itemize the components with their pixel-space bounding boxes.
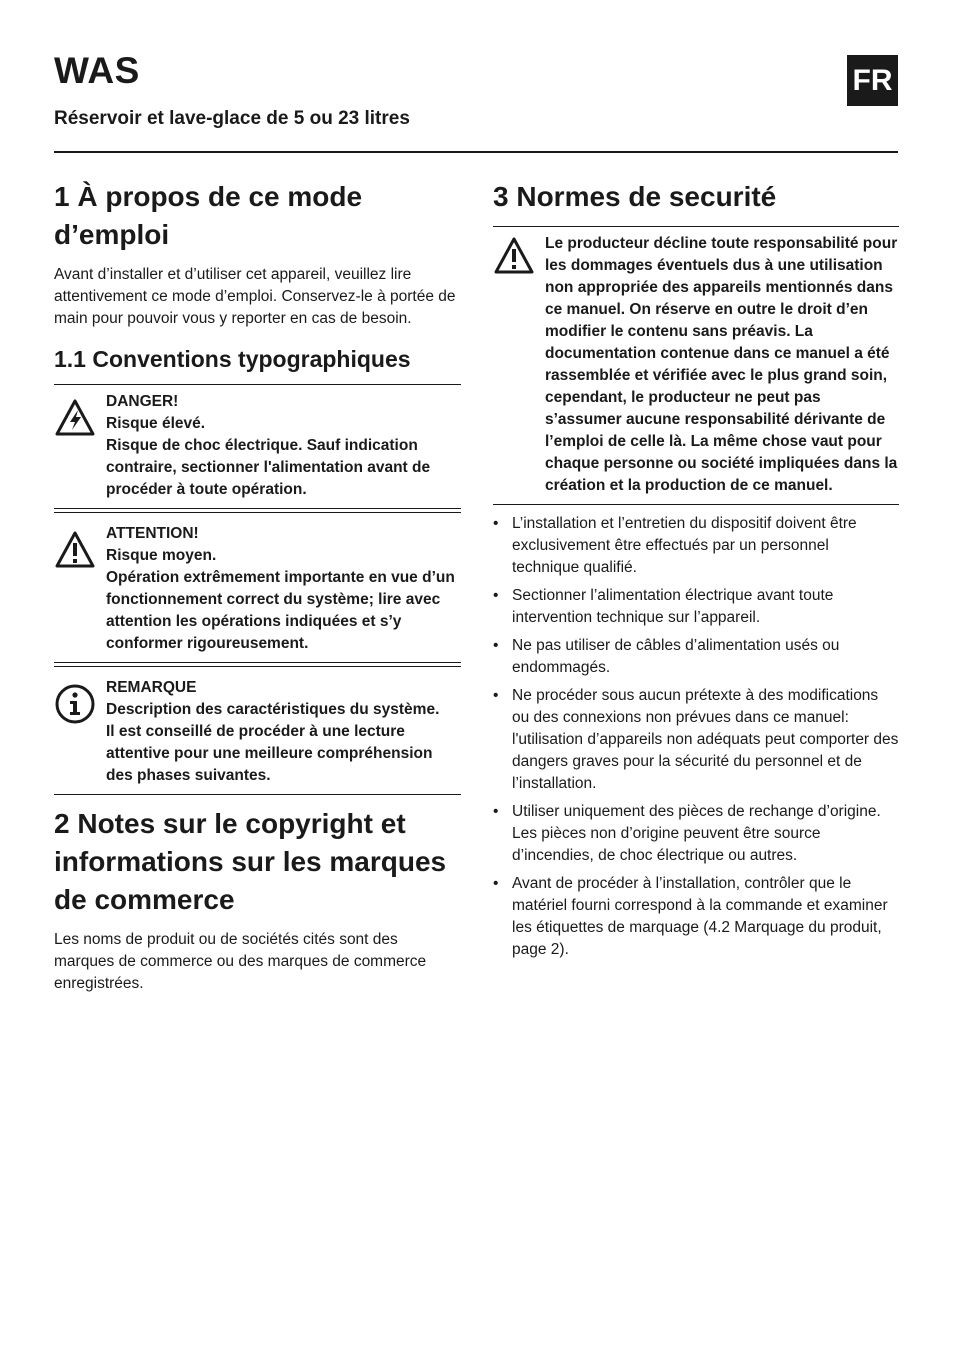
notice-level: Description des caractéristiques du système. — [106, 701, 440, 718]
section-1-1-heading: 1.1 Conventions typographiques — [54, 346, 411, 372]
notice-level: Risque élevé. — [106, 415, 206, 432]
section-1-body: Avant d’installer et d’utiliser cet appareil, veuillez lire attentivement ce mode d’emploi. Conservez-le à portée de main pour pouvoir vous y reporter en cas de besoin. — [54, 266, 456, 327]
notice-attention — [54, 517, 461, 662]
notice-level: Risque moyen. — [106, 547, 217, 564]
notice-label: REMARQUE — [106, 679, 197, 696]
left-column — [54, 178, 461, 995]
notice-text: Risque de choc électrique. Sauf indication contraire, sectionner l'alimentation avant de procéder à toute opération. — [106, 437, 431, 498]
header-divider — [54, 151, 898, 153]
notice-text: Opération extrêmement importante en vue d’un fonctionnement correct du système; lire avec attention les opérations indiquées et s’y conformer rigoureusement. — [106, 569, 455, 652]
notice-liability — [493, 227, 899, 504]
document-title: WAS — [54, 50, 140, 91]
list-item: • Sectionner l’alimentation électrique avant toute intervention technique sur l’appareil. — [493, 585, 899, 629]
section-3-heading: 3 Normes de securité — [493, 181, 777, 212]
list-item: • Ne pas utiliser de câbles d’alimentation usés ou endommagés. — [493, 635, 899, 679]
divider — [54, 512, 461, 513]
warning-icon — [493, 235, 535, 277]
notice-danger — [54, 385, 461, 508]
warning-icon — [54, 529, 96, 571]
list-item: • Utiliser uniquement des pièces de rechange d’origine. Les pièces non d’origine peuvent être source d’incendies, de choc électrique ou autres. — [493, 801, 899, 867]
list-item: • L’installation et l’entretien du dispositif doivent être exclusivement être effectués par un personnel technique qualifié. — [493, 513, 899, 579]
notice-remark — [54, 671, 461, 794]
notice-text: Il est conseillé de procéder à une lecture attentive pour une meilleure compréhension des phases suivantes. — [106, 723, 433, 784]
right-column — [493, 178, 899, 967]
divider — [54, 508, 461, 509]
notice-text: Le producteur décline toute responsabilité pour les dommages éventuels dus à une utilisation non appropriée des appareils mentionnés dans ce manuel. On réserve en outre le droit d’en modifier le contenu sans préavis. La documentation contenue dans ce manuel a été rassemblée et vérifiée avec le plus grand soin, cependant, le producteur ne peut pas s’assumer aucune responsabilité dérivante de l’emploi de celle là. La même chose vaut pour chaque personne ou société impliquées dans la création et la production de ce manuel. — [545, 235, 898, 494]
language-badge: FR — [847, 55, 898, 106]
section-1-heading: 1 À propos de ce mode d’emploi — [54, 181, 363, 250]
document-subtitle: Réservoir et lave-glace de 5 ou 23 litres — [54, 108, 410, 129]
divider — [54, 666, 461, 667]
electric-hazard-icon — [54, 397, 96, 439]
divider — [54, 794, 461, 795]
section-2-body: Les noms de produit ou de sociétés cités sont des marques de commerce ou des marques de commerce enregistrées. — [54, 931, 427, 992]
list-item: • Ne procéder sous aucun prétexte à des modifications ou des connexions non prévues dans ce manuel: l'utilisation d’appareils non adéquats peut comporter des dangers graves pour la sécurité du personnel et de l’installation. — [493, 685, 899, 795]
divider — [54, 662, 461, 663]
notice-label: DANGER! — [106, 393, 179, 410]
section-2-heading: 2 Notes sur le copyright et informations sur les marques de commerce — [54, 808, 447, 915]
divider — [493, 504, 899, 505]
info-icon — [54, 683, 96, 725]
safety-list — [493, 513, 899, 961]
notice-label: ATTENTION! — [106, 525, 199, 542]
list-item: • Avant de procéder à l’installation, contrôler que le matériel fourni correspond à la commande et examiner les étiquettes de marquage (4.2 Marquage du produit, page 2). — [493, 873, 899, 961]
